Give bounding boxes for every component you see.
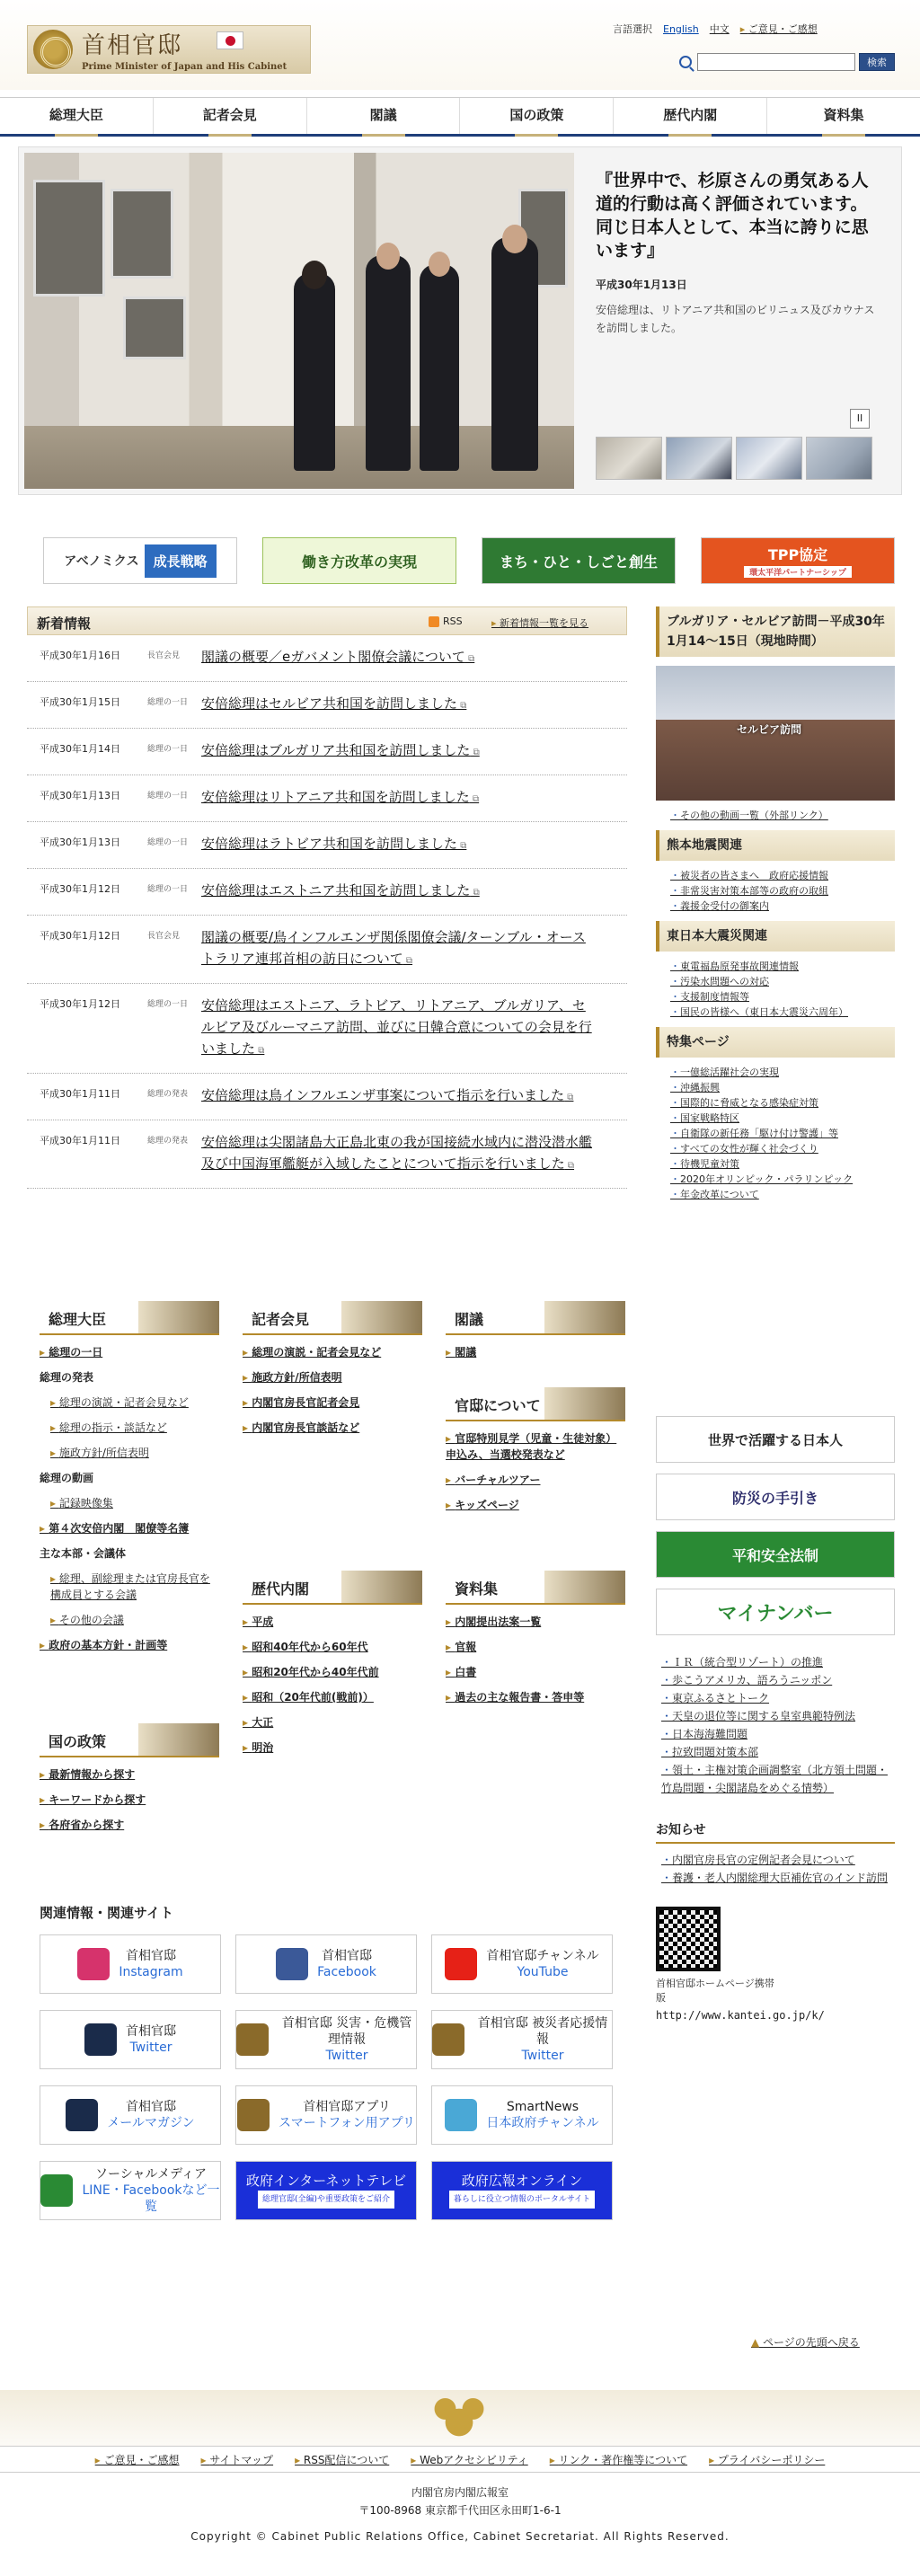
special-link[interactable]: ・ 一億総活躍社会の実現 <box>670 1065 895 1080</box>
special-title: 特集ページ <box>656 1027 895 1058</box>
related-card-text <box>486 1948 598 1980</box>
related-card[interactable] <box>40 2161 221 2220</box>
news-date: 平成30年1月15日 <box>40 696 120 708</box>
banner-abenomics[interactable] <box>43 537 237 584</box>
twitter-icon <box>236 2023 269 2056</box>
related-card-line1: 首相官邸 <box>321 1949 372 1963</box>
special-link[interactable]: ・ 自衛隊の新任務「駆け付け警護」等 <box>670 1126 895 1141</box>
related-card-line1: 首相官邸アプリ <box>303 2100 391 2114</box>
hist-link[interactable]: ▸ 平成 <box>243 1614 422 1630</box>
related-card[interactable] <box>431 2085 613 2145</box>
footer-link[interactable]: ▸ ご意見・ご感想 <box>95 2452 180 2467</box>
right-link[interactable]: ・ 東京ふるさとトーク <box>661 1689 895 1707</box>
right-lower-column <box>656 1416 895 2022</box>
news-category: 総理の一日 <box>147 838 189 847</box>
docs-link[interactable]: ▸ 過去の主な報告書・答申等 <box>446 1689 625 1705</box>
news-title-link[interactable]: 安倍総理はブルガリア共和国を訪問しました ⧉ <box>201 739 597 764</box>
related-card-line1: 首相官邸 災害・危機管理情報 <box>281 2016 412 2047</box>
history-section-title[interactable]: 歴代内閣 <box>243 1571 422 1605</box>
rss-icon <box>429 616 439 627</box>
related-card-line2: 暮らしに役立つ情報のポータルサイト <box>449 2191 595 2209</box>
instagram-icon <box>77 1948 110 1980</box>
footer-postal: 〒100-8968 東京都千代田区永田町1-6-1 <box>358 2504 562 2517</box>
policy-link[interactable]: ▸ 各府省から探す <box>40 1817 219 1833</box>
press-link[interactable]: ▸ 総理の演説・記者会見など <box>243 1344 422 1360</box>
docs-link[interactable]: ▸ 官報 <box>446 1639 625 1655</box>
logo-title-jp: 首相官邸 <box>82 32 183 59</box>
special-link[interactable]: ・ 待機児童対策 <box>670 1156 895 1172</box>
government-crest-icon <box>33 30 73 69</box>
social-media-icon <box>40 2174 73 2207</box>
news-section <box>27 606 627 1189</box>
footer-office: 内閣官房内閣広報室 <box>411 2486 509 2499</box>
hist-link[interactable]: ▸ 大正 <box>243 1714 422 1731</box>
nav-history[interactable]: 歴代内閣 <box>614 98 767 134</box>
lang-chinese-link[interactable]: 中文 <box>709 23 730 35</box>
related-title: 関連情報・関連サイト <box>40 1905 173 1921</box>
nav-press[interactable]: 記者会見 <box>154 98 307 134</box>
news-row <box>27 729 627 775</box>
news-title-link[interactable]: 安倍総理はリトアニア共和国を訪問しました ⧉ <box>201 786 597 810</box>
kantei-list <box>446 1430 625 1513</box>
hero-description: 安倍総理は、リトアニア共和国のビリニュス及びカウナスを訪問しました。 <box>596 304 875 334</box>
news-list <box>27 635 627 1189</box>
related-card-line2: スマートフォン用アプリ <box>278 2116 416 2130</box>
search-icon <box>679 56 692 68</box>
rss-label: RSS <box>443 615 463 627</box>
nav-cabinet-meeting[interactable]: 閣議 <box>307 98 461 134</box>
docs-section-title[interactable]: 資料集 <box>446 1571 625 1605</box>
right-link[interactable]: ・ 日本海海難問題 <box>661 1725 895 1743</box>
twitter-icon <box>432 2023 464 2056</box>
press-link[interactable]: ▸ 内閣官房長官記者会見 <box>243 1394 422 1411</box>
docs-link[interactable]: ▸ 内閣提出法案一覧 <box>446 1614 625 1630</box>
language-label: 言語選択 <box>613 23 652 35</box>
footer-link[interactable]: ▸ RSS配信について <box>295 2452 389 2467</box>
related-card-line1: SmartNews <box>506 2100 579 2114</box>
hist-link[interactable]: ▸ 昭和（20年代前(戦前)） <box>243 1689 422 1705</box>
search-button[interactable]: 検索 <box>859 53 895 71</box>
banner-growth-label: 成長戦略 <box>145 544 217 578</box>
related-card[interactable] <box>431 1934 613 1994</box>
news-row <box>27 1074 627 1120</box>
related-grid <box>40 1934 622 2220</box>
special-link[interactable]: ・ 国際的に脅威となる感染症対策 <box>670 1095 895 1111</box>
policy-list <box>40 1766 219 1833</box>
slider-thumbnails <box>596 437 872 480</box>
news-date: 平成30年1月12日 <box>40 930 120 942</box>
news-row <box>27 682 627 729</box>
tohoku-title: 東日本大震災関連 <box>656 921 895 952</box>
other-videos-link[interactable]: ・ その他の動画一覧（外部リンク） <box>670 808 895 823</box>
kantei-section <box>446 1387 625 1522</box>
related-card-line2: Twitter <box>129 2040 172 2055</box>
special-link[interactable]: ・ 沖縄振興 <box>670 1080 895 1095</box>
related-card-line1: 政府広報オンライン <box>461 2173 583 2189</box>
slider-pause-button[interactable]: II <box>850 409 870 429</box>
news-date: 平成30年1月12日 <box>40 998 120 1010</box>
related-card[interactable] <box>431 2010 613 2069</box>
news-row <box>27 869 627 916</box>
banner-abenomics-label: アベノミクス <box>64 554 139 569</box>
twitter-icon <box>84 2023 117 2056</box>
pm-link[interactable]: ▸ 第４次安倍内閣 閣僚等名簿 <box>40 1520 219 1536</box>
related-card-text <box>82 2166 220 2215</box>
special-link[interactable]: ・ すべての女性が輝く社会づくり <box>670 1141 895 1156</box>
news-title-link[interactable]: 安倍総理はセルビア共和国を訪問しました ⧉ <box>201 693 597 717</box>
news-title-link[interactable]: 安倍総理はラトビア共和国を訪問しました ⧉ <box>201 833 597 857</box>
pm-link[interactable]: ▸ 記録映像集 <box>50 1495 219 1511</box>
kantei-link[interactable]: ▸ バーチャルツアー <box>446 1472 625 1488</box>
slider-thumb-3[interactable] <box>736 437 802 480</box>
related-card-line1: 政府インターネットテレビ <box>245 2173 407 2189</box>
hero-headline[interactable]: 『世界中で、杉原さんの勇気ある人道的行動は高く評価されています。同じ日本人として、本当に誇りに思います』 <box>596 171 869 261</box>
news-date: 平成30年1月16日 <box>40 650 120 661</box>
related-card-line1: 首相官邸 <box>125 1949 176 1963</box>
news-date: 平成30年1月12日 <box>40 883 120 895</box>
policy-section <box>40 1723 219 1842</box>
notice-link[interactable]: ・ 内閣官房長官の定例記者会見について <box>661 1851 895 1869</box>
related-card-line1: 首相官邸 <box>126 2024 176 2039</box>
right-links-list <box>656 1646 895 1804</box>
pm-link: 総理の発表 <box>40 1371 94 1384</box>
related-card-text <box>279 2099 415 2131</box>
right-column <box>656 606 895 1209</box>
news-category: 長官会見 <box>147 651 181 660</box>
slider-thumb-2[interactable] <box>666 437 732 480</box>
hero-slider <box>18 146 902 495</box>
nav-pm[interactable]: 総理大臣 <box>0 98 154 134</box>
related-card-line2: Instagram <box>119 1965 183 1979</box>
hero-date: 平成30年1月13日 <box>596 279 687 291</box>
kumamoto-title: 熊本地震関連 <box>656 830 895 861</box>
site-header <box>0 0 920 90</box>
right-link[interactable]: ・ 拉致問題対策本部 <box>661 1743 895 1761</box>
hist-link[interactable]: ▸ 明治 <box>243 1739 422 1756</box>
history-section <box>243 1571 422 1765</box>
press-section-title[interactable]: 記者会見 <box>243 1301 422 1335</box>
nav-documents[interactable]: 資料集 <box>767 98 920 134</box>
site-footer <box>0 2390 920 2576</box>
news-title-link[interactable]: 安倍総理はエストニア、ラトビア、リトアニア、ブルガリア、セルビア及びルーマニア訪問、並びに日韓合意についての会見を行いました ⧉ <box>201 995 597 1062</box>
pm-link[interactable]: ▸ 施政方針/所信表明 <box>50 1445 219 1461</box>
visit-title[interactable]: ブルガリア・セルビア訪問－平成30年1月14～15日（現地時間） <box>656 606 895 657</box>
tohoku-list <box>656 952 895 1027</box>
related-card-text <box>126 2023 176 2056</box>
docs-list <box>446 1614 625 1705</box>
search-input[interactable] <box>697 53 855 71</box>
notice-link[interactable]: ・ 養護・老人内閣総理大臣補佐官のインド訪問 <box>661 1869 895 1887</box>
cabinet-section-title[interactable]: 閣議 <box>446 1301 625 1335</box>
news-category: 総理の一日 <box>147 1000 189 1009</box>
facebook-icon <box>276 1948 308 1980</box>
related-card[interactable] <box>235 1934 417 1994</box>
related-card[interactable] <box>40 2010 221 2069</box>
news-header <box>27 606 627 635</box>
right-link[interactable]: ・ ＩＲ（統合型リゾート）の推進 <box>661 1653 895 1671</box>
special-link[interactable]: ・ 2020年オリンピック・パラリンピック <box>670 1172 895 1187</box>
qr-code-icon <box>656 1907 721 1971</box>
related-card[interactable] <box>235 2010 417 2069</box>
special-link[interactable]: ・ 国家戦略特区 <box>670 1111 895 1126</box>
news-row <box>27 984 627 1074</box>
pm-link[interactable]: ▸ 総理の指示・談話など <box>50 1420 219 1436</box>
news-category: 総理の一日 <box>147 698 189 707</box>
press-section <box>243 1301 422 1445</box>
news-row <box>27 916 627 984</box>
news-date: 平成30年1月13日 <box>40 837 120 848</box>
pm-link[interactable]: ▸ 総理の演説・記者会見など <box>50 1394 219 1411</box>
banner-mynumber[interactable]: マイナンバー <box>656 1589 895 1635</box>
banner-tomodachi[interactable]: 世界で活躍する日本人 <box>656 1416 895 1463</box>
notice-list <box>656 1844 895 1894</box>
rss-link[interactable] <box>429 615 463 627</box>
smartnews-icon <box>445 2099 477 2131</box>
tohoku-link[interactable]: ・ 東電福島原発事故関連情報 <box>670 959 895 974</box>
news-category: 長官会見 <box>147 932 181 941</box>
footer-link[interactable]: ▸ Webアクセシビリティ <box>411 2452 527 2467</box>
related-card-text <box>278 2015 416 2064</box>
special-link[interactable]: ・ 年金改革について <box>670 1187 895 1202</box>
footer-crest-icon <box>431 2395 487 2440</box>
news-title-link[interactable]: 安倍総理はエストニア共和国を訪問しました ⧉ <box>201 880 597 904</box>
pm-section <box>40 1301 219 1662</box>
pm-link[interactable]: ▸ 政府の基本方針・計画等 <box>40 1637 219 1653</box>
news-row <box>27 822 627 869</box>
mobile-label: 首相官邸ホームページ携帯版 <box>656 1978 774 2004</box>
press-link[interactable]: ▸ 内閣官房長官談話など <box>243 1420 422 1436</box>
slider-thumb-1[interactable] <box>596 437 662 480</box>
nav-policy[interactable]: 国の政策 <box>460 98 614 134</box>
news-row <box>27 1120 627 1189</box>
news-row <box>27 635 627 682</box>
footer-link[interactable]: ▸ サイトマップ <box>201 2452 274 2467</box>
site-logo[interactable] <box>27 25 311 74</box>
related-card-text <box>119 1948 182 1980</box>
related-card-text <box>107 2099 194 2131</box>
cabinet-section <box>446 1301 625 1369</box>
app-icon <box>237 2099 270 2131</box>
search-area <box>679 53 895 71</box>
tohoku-link[interactable]: ・ 国民の皆様へ（東日本大震災六周年） <box>670 1005 895 1020</box>
related-card-line1: ソーシャルメディア <box>95 2167 207 2182</box>
policy-link[interactable]: ▸ キーワードから探す <box>40 1792 219 1808</box>
footer-link[interactable]: ▸ プライバシーポリシー <box>709 2452 825 2467</box>
tohoku-link[interactable]: ・ 汚染水問題への対応 <box>670 974 895 989</box>
news-category: 総理の一日 <box>147 745 189 754</box>
cabinet-list <box>446 1344 625 1360</box>
related-card-line2: LINE・Facebookなど一覧 <box>82 2183 220 2214</box>
kumamoto-link[interactable]: ・ 義援金受付の御案内 <box>670 899 895 914</box>
tohoku-link[interactable]: ・ 支援制度情報等 <box>670 989 895 1005</box>
related-card[interactable] <box>40 1934 221 1994</box>
related-card-line1: 首相官邸 <box>126 2100 176 2114</box>
visit-video-thumb[interactable] <box>656 666 895 801</box>
related-card-line2: YouTube <box>517 1965 569 1979</box>
policy-banners <box>43 537 895 584</box>
news-category: 総理の発表 <box>147 1090 189 1099</box>
press-list <box>243 1344 422 1436</box>
related-card-line2: 総理官邸(全編)や重要政策をご紹介 <box>258 2191 394 2209</box>
news-date: 平成30年1月11日 <box>40 1135 120 1146</box>
docs-section <box>446 1571 625 1714</box>
pm-link: 主な本部・会議体 <box>40 1547 127 1560</box>
related-card-line1: 首相官邸チャンネル <box>486 1949 599 1963</box>
mail-magazine-icon <box>66 2099 98 2131</box>
pm-link[interactable]: ▸ 総理、副総理または官房長官を構成員とする会議 <box>50 1571 219 1603</box>
news-category: 総理の発表 <box>147 1137 189 1146</box>
global-nav <box>0 97 920 137</box>
history-list <box>243 1614 422 1756</box>
banner-peace-security[interactable]: 平和安全法制 <box>656 1531 895 1578</box>
kantei-link[interactable]: ▸ キッズページ <box>446 1497 625 1513</box>
related-card-line2: 日本政府チャンネル <box>486 2116 599 2130</box>
kumamoto-link[interactable]: ・ 非常災害対策本部等の政府の取組 <box>670 883 895 899</box>
hist-link[interactable]: ▸ 昭和40年代から60年代 <box>243 1639 422 1655</box>
language-bar <box>613 22 818 36</box>
banner-regional-revitalization[interactable]: まち・ひと・しごと創生 <box>482 537 676 584</box>
related-sites <box>40 1903 622 2220</box>
news-category: 総理の一日 <box>147 885 189 894</box>
banner-work-reform[interactable]: 働き方改革の実現 <box>262 537 456 584</box>
page-top-link[interactable]: ▲ ページの先頭へ戻る <box>751 2334 860 2350</box>
related-card-text <box>317 1948 376 1980</box>
news-date: 平成30年1月14日 <box>40 743 120 755</box>
policy-section-title[interactable]: 国の政策 <box>40 1723 219 1757</box>
lang-english-link[interactable]: English <box>663 22 699 35</box>
related-card-text <box>473 2015 612 2064</box>
related-card-line2: Facebook <box>317 1965 376 1979</box>
news-date: 平成30年1月11日 <box>40 1088 120 1100</box>
hero-photo[interactable] <box>24 153 574 489</box>
cabinet-link[interactable]: ▸ 閣議 <box>446 1344 625 1360</box>
pm-list <box>40 1344 219 1653</box>
right-link[interactable]: ・ 領土・主権対策企画調整室（北方領土問題・竹島問題・尖閣諸島をめぐる情勢） <box>661 1761 895 1797</box>
related-card[interactable] <box>235 2161 417 2220</box>
footer-links <box>0 2446 920 2473</box>
related-card-line2: Twitter <box>325 2049 368 2063</box>
pm-link[interactable]: ▸ 総理の一日 <box>40 1344 219 1360</box>
news-title-link[interactable]: 安倍総理は鳥インフルエンザ事案について指示を行いました ⧉ <box>201 1084 597 1109</box>
pm-section-title[interactable]: 総理大臣 <box>40 1301 219 1335</box>
news-title-link[interactable]: 閣議の概要/鳥インフルエンザ関係閣僚会議/ターンブル・オーストラリア連邦首相の訪日について ⧉ <box>201 926 597 972</box>
related-card[interactable] <box>40 2085 221 2145</box>
footer-link[interactable]: ▸ リンク・著作権等について <box>550 2452 687 2467</box>
related-card-line2: Twitter <box>521 2049 564 2063</box>
banner-disaster-guide[interactable]: 防災の手引き <box>656 1474 895 1520</box>
press-link[interactable]: ▸ 施政方針/所信表明 <box>243 1369 422 1385</box>
kantei-section-title[interactable]: 官邸について <box>446 1387 625 1421</box>
feedback-link[interactable]: ▸ ご意見・ご感想 <box>740 22 818 36</box>
kantei-link[interactable]: ▸ 官邸特別見学（児童・生徒対象）申込み、当選校発表など <box>446 1430 625 1463</box>
banner-tpp[interactable] <box>701 537 895 584</box>
notice-title: お知らせ <box>656 1820 895 1844</box>
banner-tpp-label: TPP協定 <box>767 546 828 563</box>
related-card-line1: 首相官邸 被災者応援情報 <box>477 2016 608 2047</box>
special-list <box>656 1058 895 1209</box>
visit-video-label: セルビア訪問 <box>737 723 802 736</box>
footer-address <box>0 2483 920 2519</box>
kumamoto-link[interactable]: ・ 被災者の皆さまへ 政府応援情報 <box>670 868 895 883</box>
policy-link[interactable]: ▸ 最新情報から探す <box>40 1766 219 1783</box>
docs-link[interactable]: ▸ 白書 <box>446 1664 625 1680</box>
news-row <box>27 775 627 822</box>
news-title-link[interactable]: 安倍総理は尖閣諸島大正島北東の我が国接続水域内に潜没潜水艦及び中国海軍艦艇が入域したことについて指示を行いました ⧉ <box>201 1131 597 1177</box>
youtube-icon <box>445 1948 477 1980</box>
related-card[interactable] <box>431 2161 613 2220</box>
news-more-link[interactable]: ▸ 新着情報一覧を見る <box>491 615 588 630</box>
related-card-line2: メールマガジン <box>107 2116 195 2130</box>
right-link[interactable]: ・ 天皇の退位等に関する皇室典範特例法 <box>661 1707 895 1725</box>
banner-tpp-sub: 環太平洋パートナーシップ <box>744 566 852 578</box>
kumamoto-list <box>656 861 895 921</box>
pm-link[interactable]: ▸ その他の会議 <box>50 1612 219 1628</box>
news-date: 平成30年1月13日 <box>40 790 120 801</box>
hist-link[interactable]: ▸ 昭和20年代から40年代前 <box>243 1664 422 1680</box>
news-title: 新着情報 <box>37 615 92 632</box>
logo-title-en: Prime Minister of Japan and His Cabinet <box>82 62 288 72</box>
related-card[interactable] <box>235 2085 417 2145</box>
footer-copyright: Copyright © Cabinet Public Relations Office, Cabinet Secretariat. All Rights Reserved. <box>190 2530 730 2543</box>
japan-flag-icon <box>217 31 243 49</box>
related-card-text <box>486 2099 598 2131</box>
right-link[interactable]: ・ 歩こうアメリカ、語ろうニッポン <box>661 1671 895 1689</box>
news-title-link[interactable]: 閣議の概要／eガバメント閣僚会議について ⧉ <box>201 646 597 670</box>
slider-thumb-4[interactable] <box>806 437 872 480</box>
mobile-url[interactable]: http://www.kantei.go.jp/k/ <box>656 2009 825 2022</box>
news-category: 総理の一日 <box>147 792 189 801</box>
pm-link: 総理の動画 <box>40 1472 94 1484</box>
